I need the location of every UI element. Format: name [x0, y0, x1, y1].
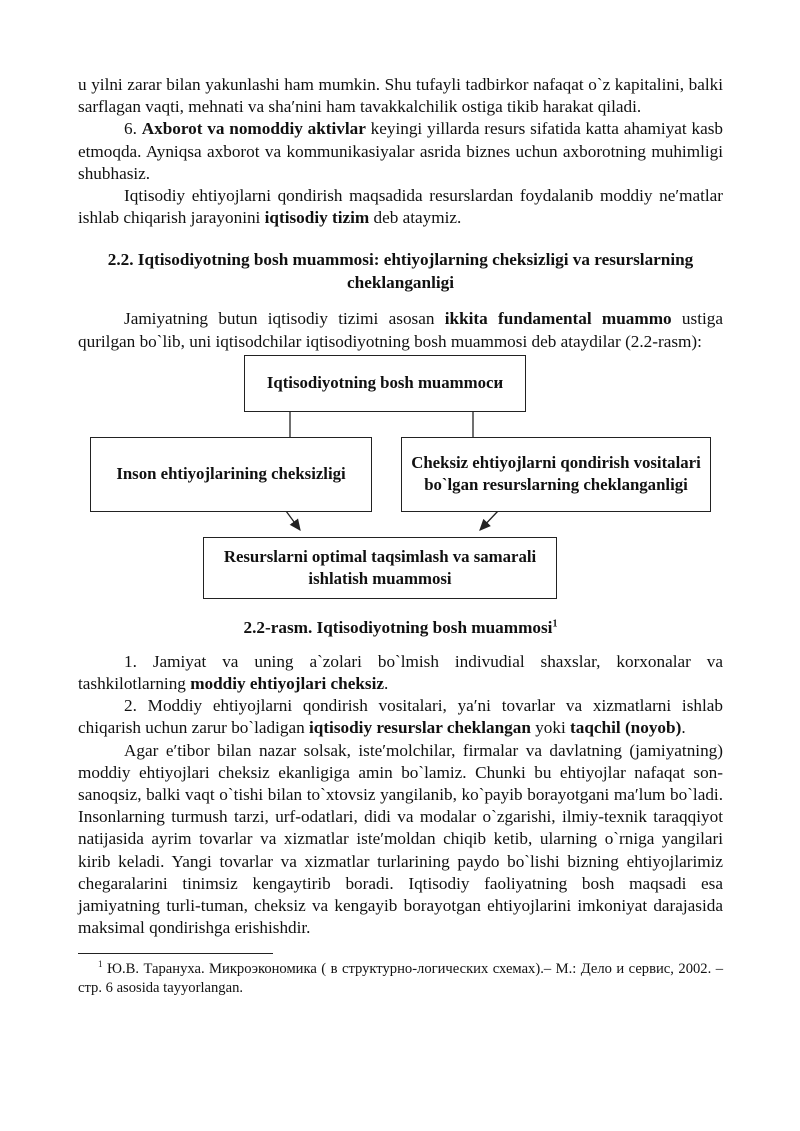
- arrow-right-to-bottom: [480, 511, 498, 530]
- paragraph-information-assets: 6. Axborot va nomoddiy aktivlar keyingi yillarda resurs sifatida katta ahamiyat kasb etmoqda. Ayniqsa axborot va kommunikasiyalar asrida biznes uchun axborotning muhimligi shubhasiz.: [78, 119, 724, 183]
- diagram-box-main-problem: Iqtisodiyotning bosh muammoси: [244, 355, 526, 412]
- bold-term: ikkita fundamental muammo: [444, 309, 672, 329]
- section-heading: 2.2. Iqtisodiyotning bosh muammosi: ehtiyojlarning cheksizligi va resurslarning cheklanganligi: [107, 250, 694, 292]
- bold-term: iqtisodiy resurslar cheklangan: [309, 718, 531, 738]
- problem-diagram: [78, 355, 723, 607]
- bold-term: taqchil (noyob): [570, 718, 682, 738]
- footnote-mark: 1: [98, 959, 103, 970]
- paragraph-needs-expansion: Agar e′tibor bilan nazar solsak, iste′molchilar, firmalar va davlatning (jamiyatning) moddiy ehtiyojlari cheksiz ekanligiga amin bo`lamiz. Chunki bu ehtiyojlar nafaqat son-sanoqsiz, balki vaqt o`tishi bilan to`xtovsiz yangilanib, ko`payib borayotgani ma′lum bo`ladi. Insonlarning turmush tarzi, urf-odatlari, didi va modalar o`zgarishi, ilmiy-texnik taraqqiyot natijasida ayrim tovarlar va xizmatlar iste′moldan chiqib ketib, ularning o`rniga yangilari kirib keladi. Yangi tovarlar va xizmatlar turlarining paydo bo`lishi bizning ehtiyojlarimiz chegaralarini tinimsiz kengaytirib boradi. Iqtisodiy faoliyatning bosh maqsadi esa jamiyatning turli-tuman, cheksiz va kengayib borayotgan ehtiyojlarini imkoniyat darajasida maksimal qondirishga erishishdir.: [78, 740, 723, 938]
- bold-term: moddiy ehtiyojlari cheksiz: [190, 674, 385, 694]
- document-page: [78, 74, 723, 998]
- footnote: $^1$ Ю.В. Тарануха. Микроэкономика ( в структурно-логических схемах).– М.: Дело и сервис, 2002. – стр. 6 asosida tayyorlangan.: [78, 959, 723, 997]
- footnote-reference: 1: [552, 618, 558, 630]
- bold-term: Axborot va nomoddiy aktivlar: [141, 119, 366, 139]
- footnote-divider: [78, 953, 273, 954]
- diagram-box-unlimited-needs: Inson ehtiyojlarining cheksizligi: [90, 437, 372, 512]
- figure-caption: 2.2-rasm. Iqtisodiyotning bosh muammosi$^1$: [243, 617, 558, 637]
- list-item-resources: 2. Moddiy ehtiyojlarni qondirish vositalari, ya′ni tovarlar va xizmatlarni ishlab chiqarish uchun zarur bo`ladigan iqtisodiy resurslar cheklangan yoki taqchil (noyob).: [78, 696, 723, 738]
- bold-term: iqtisodiy tizim: [264, 208, 370, 228]
- diagram-box-limited-resources: Cheksiz ehtiyojlarni qondirish vositalari bo`lgan resurslarning cheklanganligi: [401, 437, 711, 512]
- diagram-box-optimal-allocation: Resurslarni optimal taqsimlash va samarali ishlatish muammosi: [203, 537, 557, 599]
- paragraph-intro: Jamiyatning butun iqtisodiy tizimi asosan ikkita fundamental muammo ustiga qurilgan bo`lib, uni iqtisodchilar iqtisodiyotning bosh muammosi deb ataydilar (2.2-rasm):: [78, 309, 723, 351]
- paragraph-economic-system: Iqtisodiy ehtiyojlarni qondirish maqsadida resurslardan foydalanib moddiy ne′matlar ishlab chiqarish jarayonini iqtisodiy tizim deb ataymiz.: [78, 186, 723, 228]
- paragraph-risk: u yilni zarar bilan yakunlashi ham mumkin. Shu tufayli tadbirkor nafaqat o`z kapitalini, balki sarflagan vaqti, mehnati va sha′nini ham tavakkalchilik ostiga tikib harakat qiladi.: [78, 75, 723, 117]
- list-item-needs: 1. Jamiyat va uning a`zolari bo`lmish indivudial shaxslar, korxonalar va tashkilotlarning moddiy ehtiyojlari cheksiz.: [78, 651, 723, 694]
- arrow-left-to-bottom: [286, 511, 300, 530]
